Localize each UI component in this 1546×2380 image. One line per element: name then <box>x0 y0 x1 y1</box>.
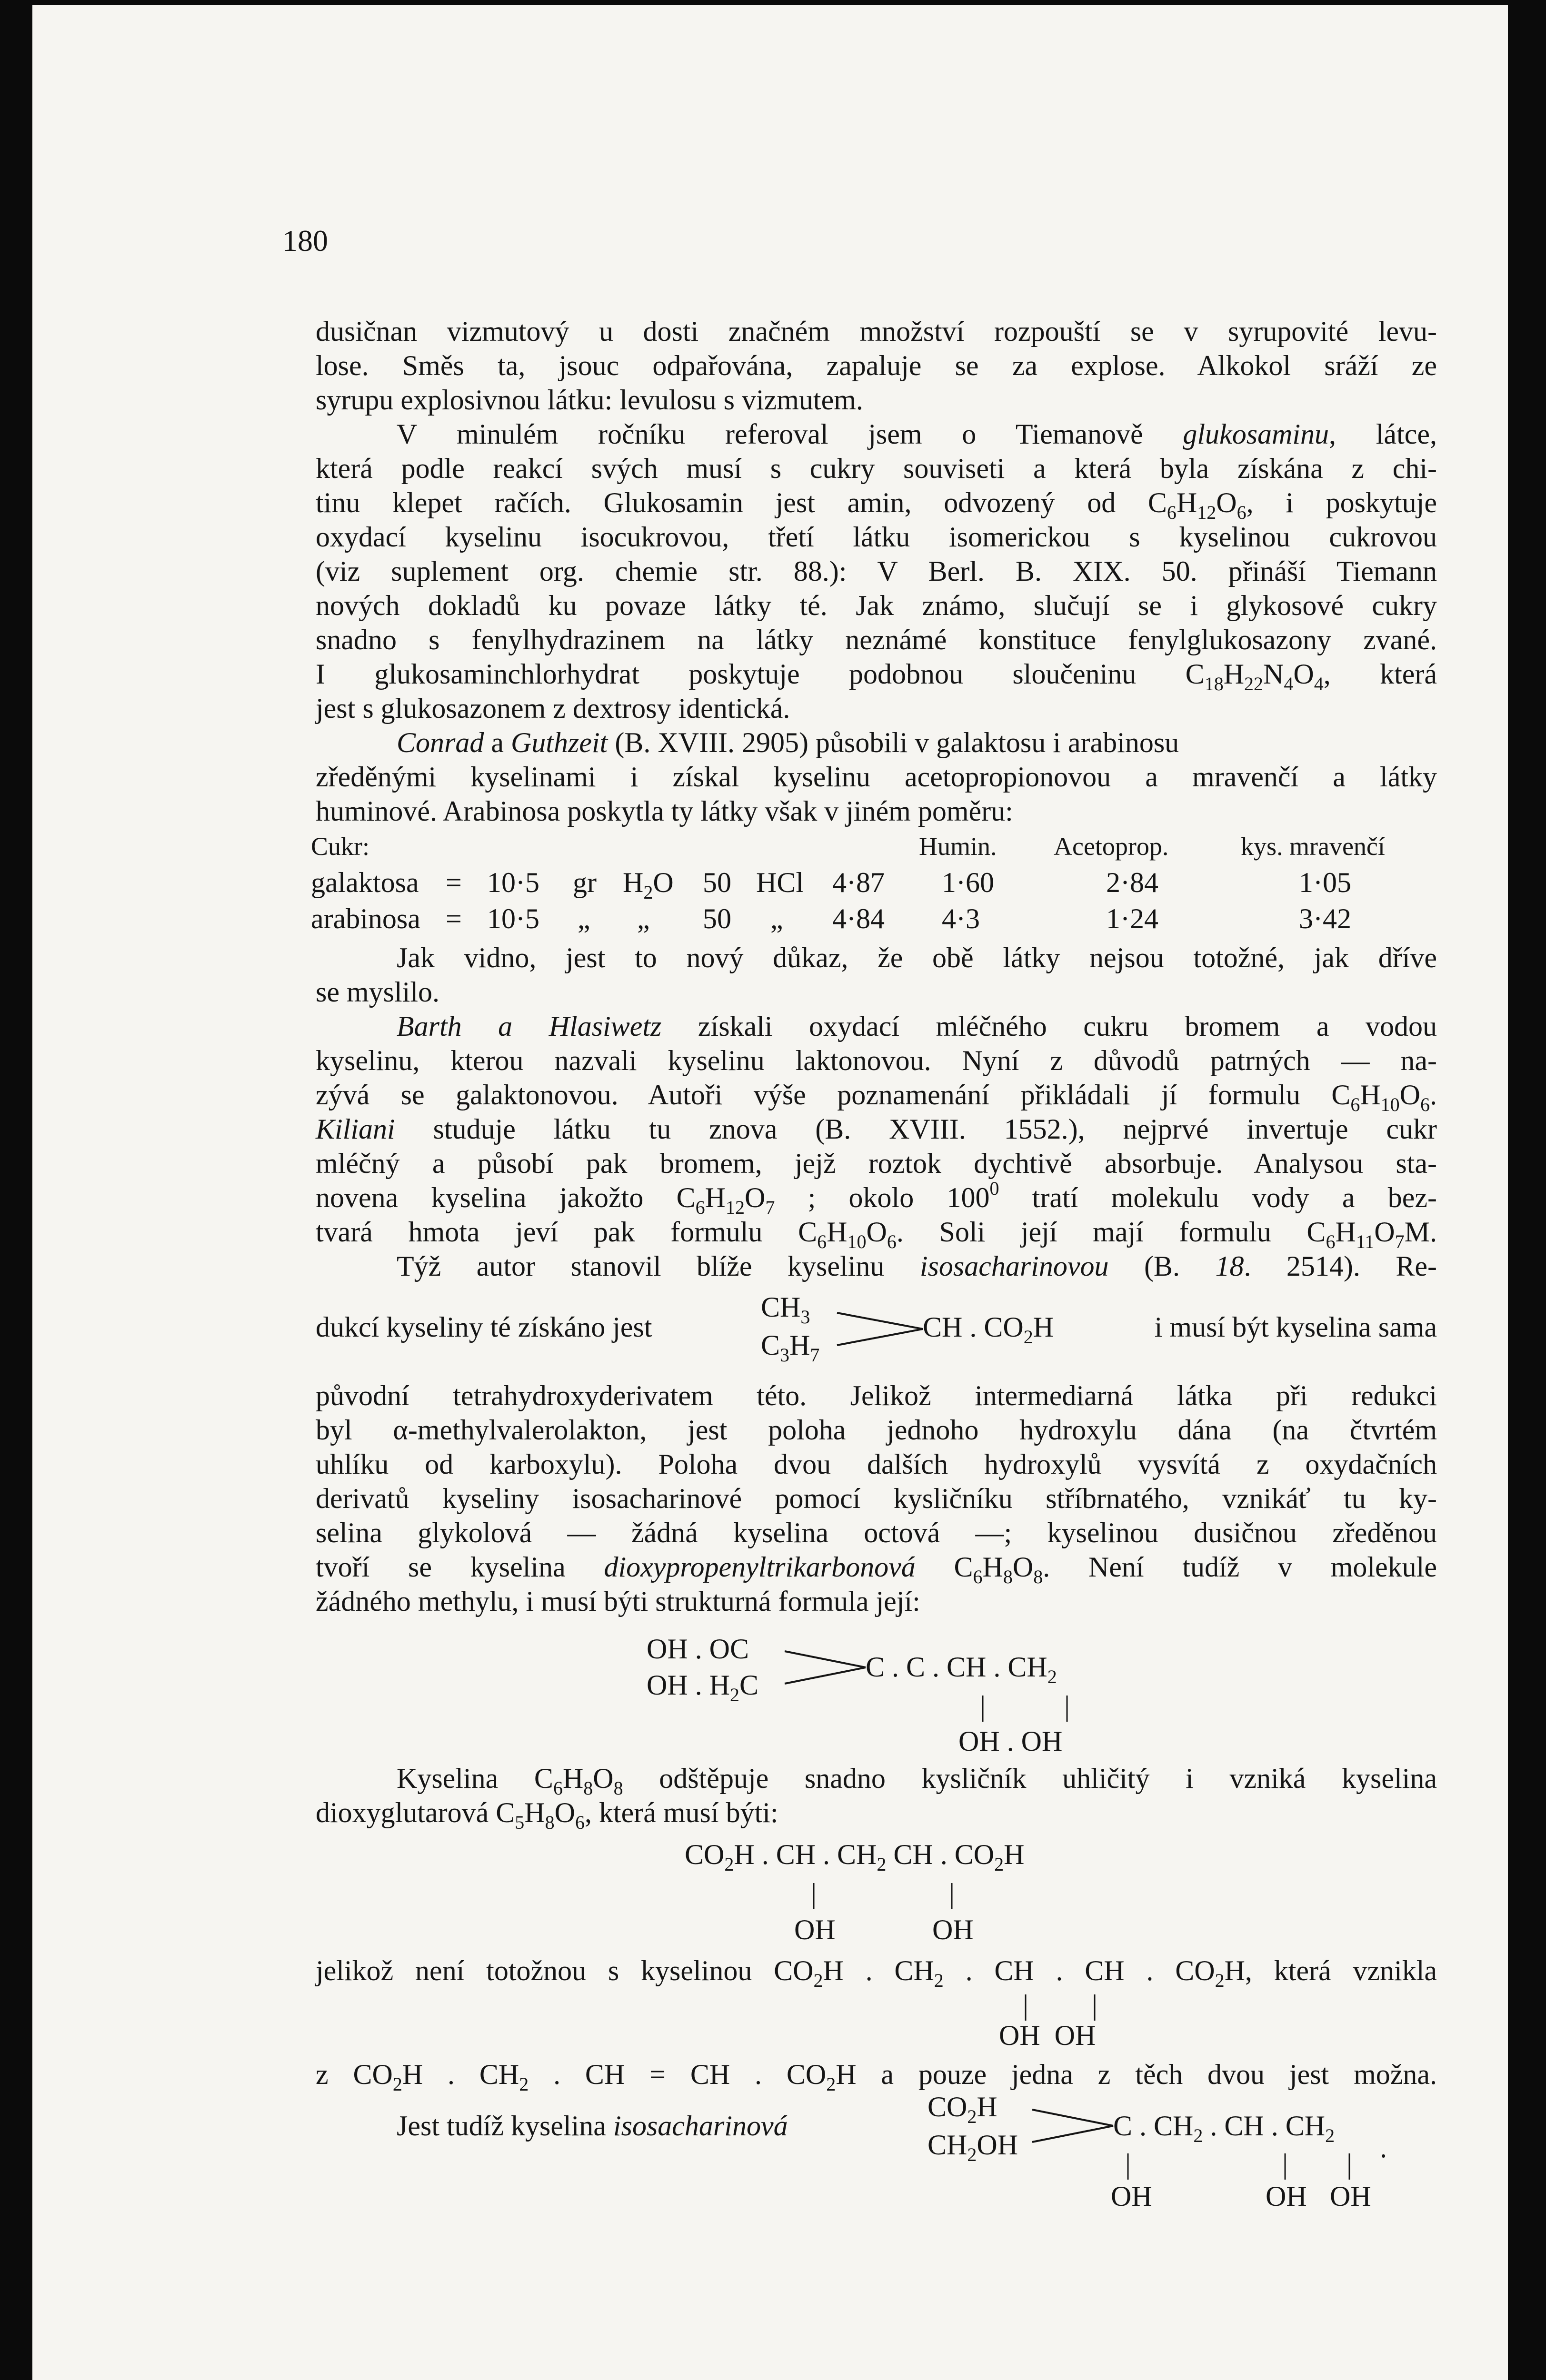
table-row-1-hcl-amount: 4·87 <box>832 867 885 898</box>
formula-2-bonds <box>785 1649 870 1687</box>
formula-4-hydroxymethyl: $CH_2OH$ <box>928 2129 1018 2165</box>
table-row-2-ditto-1: „ <box>578 903 590 934</box>
p1-line-2: lose. Směs ta, jsouc odpařována, zapaluje se za explose. Alkokol sráží ze <box>316 350 1437 381</box>
p5-line-4: Kiliani studuje látku tu znova (B. XVIII. 1552.), nejprvé invertuje cukr <box>316 1113 1437 1145</box>
p6-line-9: žádného methylu, i musí býti strukturná formula její: <box>316 1586 920 1617</box>
table-row-1-water-amount: 50 <box>703 867 731 898</box>
table-row-1-humin: 1·60 <box>942 867 994 898</box>
p8-hydroxyls: OH OH <box>999 2020 1096 2051</box>
formula-1-c3h7: $C_3H_7$ <box>761 1329 820 1366</box>
formula-4-bonds <box>1032 2108 1118 2146</box>
table-row-2-hcl-amount: 4·84 <box>832 903 885 934</box>
formula-4-bond-1: | <box>1125 2148 1131 2180</box>
p2-line-9: jest s glukosazonem z dextrosy identická. <box>316 693 790 724</box>
formula-1-bonds <box>837 1309 928 1347</box>
formula-2-top: OH . OC <box>647 1633 749 1665</box>
p2-line-3: tinu klepet račích. Glukosamin jest amin, odvozený od $C_6H_{12}O_6$, i poskytuje <box>316 487 1437 523</box>
p1-line-3: syrupu explosivnou látku: levulosu s vizmutem. <box>316 384 863 416</box>
formula-1-ch3: $CH_3$ <box>761 1291 810 1328</box>
p5-line-7: tvará hmota jeví pak formulu $C_6H_{10}O_6$. Soli její mají formulu $C_6H_{11}O_7M$. <box>316 1216 1437 1252</box>
formula-4-chain: C . $CH_2$ . CH . $CH_2$ <box>1113 2110 1335 2146</box>
p6-line-2-end: i musí být kyselina sama <box>1154 1311 1437 1343</box>
formula-3-chain: $CO_2H$ . CH . $CH_2$ CH . $CO_2H$ <box>685 1839 1025 1875</box>
table-header-formic: kys. mravenčí <box>1241 832 1385 861</box>
formula-3-hydroxyl-1: OH <box>794 1914 836 1945</box>
p9-line-1: Jest tudíž kyselina isosacharinová <box>397 2110 788 2142</box>
table-row-1-hcl: HCl <box>756 867 804 898</box>
p6-line-2-start: dukcí kyseliny té získáno jest <box>316 1311 652 1343</box>
p5-line-6: novena kyselina jakožto $C_6H_{12}O_7$ ; okolo $100^0$ tratí molekulu vody a bez- <box>316 1178 1437 1218</box>
formula-4-period: . <box>1380 2132 1387 2163</box>
p3-line-1: Conrad a Guthzeit (B. XVIII. 2905) působili v galaktosu i arabinosu <box>397 727 1179 758</box>
p5-line-5: mléčný a působí pak bromem, jejž roztok dychtivě absorbuje. Analysou sta- <box>316 1148 1437 1179</box>
formula-2-bottom: OH . $H_2C$ <box>647 1669 759 1706</box>
p4-line-2: se myslilo. <box>316 976 440 1008</box>
table-header-sugar: Cukr: <box>311 832 370 861</box>
p2-line-8: I glukosaminchlorhydrat poskytuje podobnou sloučeninu $C_{18}H_{22}N_4O_4$, která <box>316 658 1437 694</box>
table-header-humin: Humin. <box>919 832 997 861</box>
table-row-1-unit: gr <box>573 867 597 898</box>
p2-line-7: snadno s fenylhydrazinem na látky neznámé konstituce fenylglukosazony zvané. <box>316 624 1437 655</box>
page-number: 180 <box>282 224 328 258</box>
formula-4-carboxyl: $CO_2H$ <box>928 2091 997 2127</box>
p6-line-1: Týž autor stanovil blíže kyselinu isosacharinovou (B. 18. 2514). Re- <box>397 1250 1437 1282</box>
p2-line-4: oxydací kyselinu isocukrovou, třetí látku isomerickou s kyselinou cukrovou <box>316 521 1437 553</box>
p8-bond-1: | <box>1023 1989 1029 2021</box>
formula-3-bond-2: | <box>949 1878 955 1909</box>
p6-line-3: původní tetrahydroxyderivatem této. Jelikož intermediarná látka při redukci <box>316 1380 1437 1411</box>
table-row-1-aceto: 2·84 <box>1106 867 1158 898</box>
formula-3-bond-1: | <box>811 1878 817 1909</box>
table-row-1-name: galaktosa <box>311 867 419 898</box>
table-row-1-eq: = <box>446 867 462 898</box>
table-header-aceto: Acetoprop. <box>1054 832 1169 861</box>
table-row-2-amount: 10·5 <box>487 903 539 934</box>
p5-line-2: kyselinu, kterou nazvali kyselinu laktonovou. Nyní z důvodů patrných — na- <box>316 1045 1437 1076</box>
table-row-2-formic: 3·42 <box>1299 903 1351 934</box>
page <box>32 5 1508 2380</box>
formula-3-hydroxyl-2: OH <box>932 1914 974 1945</box>
p7-line-1: Kyselina $C_6H_8O_8$ odštěpuje snadno kysličník uhličitý i vzniká kyselina <box>397 1763 1437 1799</box>
p6-line-6: derivatů kyseliny isosacharinové pomocí kysličníku stříbrnatého, vznikáť tu ky- <box>316 1483 1437 1514</box>
p1-line-1: dusičnan vizmutový u dosti značném množství rozpouští se v syrupovité levu- <box>316 316 1437 347</box>
p7-line-2: dioxyglutarová $C_5H_8O_6$, která musí býti: <box>316 1797 778 1833</box>
table-row-2-ditto-2: „ <box>637 903 650 934</box>
p5-line-1: Barth a Hlasiwetz získali oxydací mléčného cukru bromem a vodou <box>397 1011 1437 1042</box>
formula-1-acid-group: CH . $CO_2H$ <box>923 1311 1054 1348</box>
p6-line-4: byl α-methylvalerolakton, jest poloha jednoho hydroxylu dána (na čtvrtém <box>316 1414 1437 1446</box>
formula-4-bond-3: | <box>1347 2148 1353 2180</box>
table-row-1-water: $H_2O$ <box>623 867 674 903</box>
formula-4-hydroxyl-1: OH <box>1111 2181 1152 2212</box>
formula-4-bond-2: | <box>1282 2148 1288 2180</box>
p2-line-2: která podle reakcí svých musí s cukry souviseti a která byla získána z chi- <box>316 453 1437 484</box>
p6-line-7: selina glykolová — žádná kyselina octová —; kyselinou dusičnou zředěnou <box>316 1517 1437 1548</box>
p3-line-2: zředěnými kyselinami i získal kyselinu acetopropionovou a mravenčí a látky <box>316 761 1437 793</box>
p2-line-6: nových dokladů ku povaze látky té. Jak známo, slučují se i glykosové cukry <box>316 590 1437 621</box>
table-row-2-water-amount: 50 <box>703 903 731 934</box>
formula-2-chain: C . C . CH . $CH_2$ <box>866 1651 1057 1687</box>
p2-line-5: (viz suplement org. chemie str. 88.): V Berl. B. XIX. 50. přináší Tiemann <box>316 555 1437 587</box>
p3-line-3: huminové. Arabinosa poskytla ty látky však v jiném poměru: <box>316 795 1013 827</box>
p2-line-1: V minulém ročníku referoval jsem o Tiemanově glukosaminu, látce, <box>397 418 1437 450</box>
table-row-2-name: arabinosa <box>311 903 420 934</box>
table-row-1-formic: 1·05 <box>1299 867 1351 898</box>
table-row-2-aceto: 1·24 <box>1106 903 1158 934</box>
p4-line-1: Jak vidno, jest to nový důkaz, že obě látky nejsou totožné, jak dříve <box>397 942 1437 973</box>
table-row-1-amount: 10·5 <box>487 867 539 898</box>
formula-4-hydroxyl-2: OH <box>1266 2181 1307 2212</box>
p6-line-8: tvoří se kyselina dioxypropenyltrikarbonová $C_6H_8O_8$. Není tudíž v molekule <box>316 1551 1437 1587</box>
formula-4-hydroxyl-3: OH <box>1330 2181 1371 2212</box>
p8-line-2: z $CO_2H$ . $CH_2$ . CH = CH . $CO_2H$ a pouze jedna z těch dvou jest možna. <box>316 2059 1437 2095</box>
p5-line-3: zývá se galaktonovou. Autoři výše poznamenání přikládali jí formulu $C_6H_{10}O_6$. <box>316 1079 1437 1115</box>
table-row-2-ditto-3: „ <box>770 903 783 934</box>
table-row-2-humin: 4·3 <box>942 903 980 934</box>
formula-2-bond-2: | <box>1064 1690 1070 1722</box>
p8-bond-2: | <box>1092 1989 1098 2021</box>
formula-2-bond-1: | <box>980 1690 986 1722</box>
table-row-2-eq: = <box>446 903 462 934</box>
formula-2-hydroxyls: OH . OH <box>958 1726 1063 1757</box>
p6-line-5: uhlíku od karboxylu). Poloha dvou dalších hydroxylů vysvítá z oxydačních <box>316 1448 1437 1480</box>
p8-line-1: jelikož není totožnou s kyselinou $CO_2H$ . $CH_2$ . CH . CH . $CO_2H$, která vznikla <box>316 1955 1437 1991</box>
